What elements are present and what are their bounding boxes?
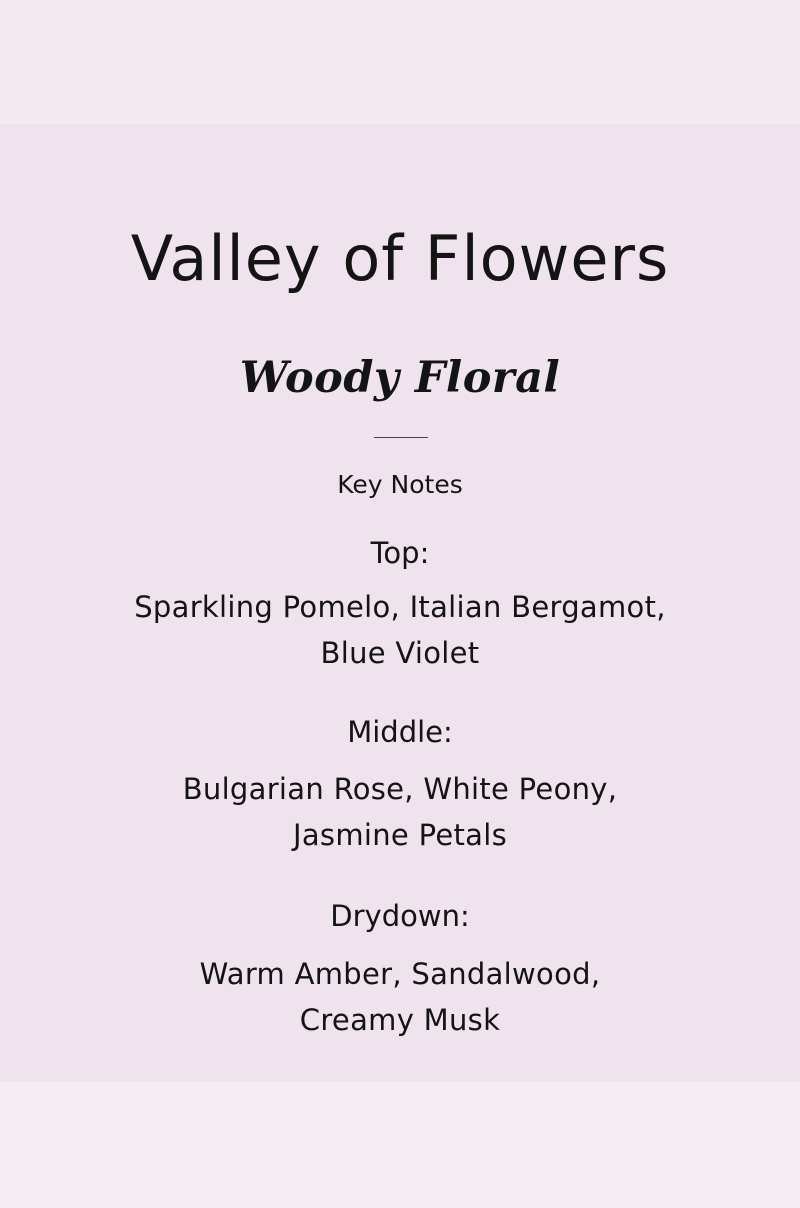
fragrance-family: Woody Floral bbox=[239, 353, 561, 403]
drydown-notes-label: Drydown: bbox=[330, 899, 470, 933]
top-notes-line: Blue Violet bbox=[320, 636, 480, 670]
title-divider bbox=[374, 437, 428, 438]
middle-notes-label: Middle: bbox=[347, 715, 453, 749]
fragrance-title: Valley of Flowers bbox=[130, 222, 670, 295]
drydown-notes-line: Creamy Musk bbox=[299, 1003, 501, 1037]
key-notes-heading: Key Notes bbox=[337, 470, 463, 499]
middle-notes-list bbox=[80, 766, 720, 858]
drydown-notes-line: Warm Amber, Sandalwood, bbox=[199, 957, 601, 991]
top-notes-list bbox=[80, 584, 720, 676]
middle-notes-line: Jasmine Petals bbox=[293, 818, 507, 852]
top-notes-line: Sparkling Pomelo, Italian Bergamot, bbox=[134, 590, 666, 624]
top-notes-label: Top: bbox=[370, 536, 430, 570]
middle-notes-line: Bulgarian Rose, White Peony, bbox=[182, 772, 618, 806]
drydown-notes-list bbox=[80, 951, 720, 1043]
